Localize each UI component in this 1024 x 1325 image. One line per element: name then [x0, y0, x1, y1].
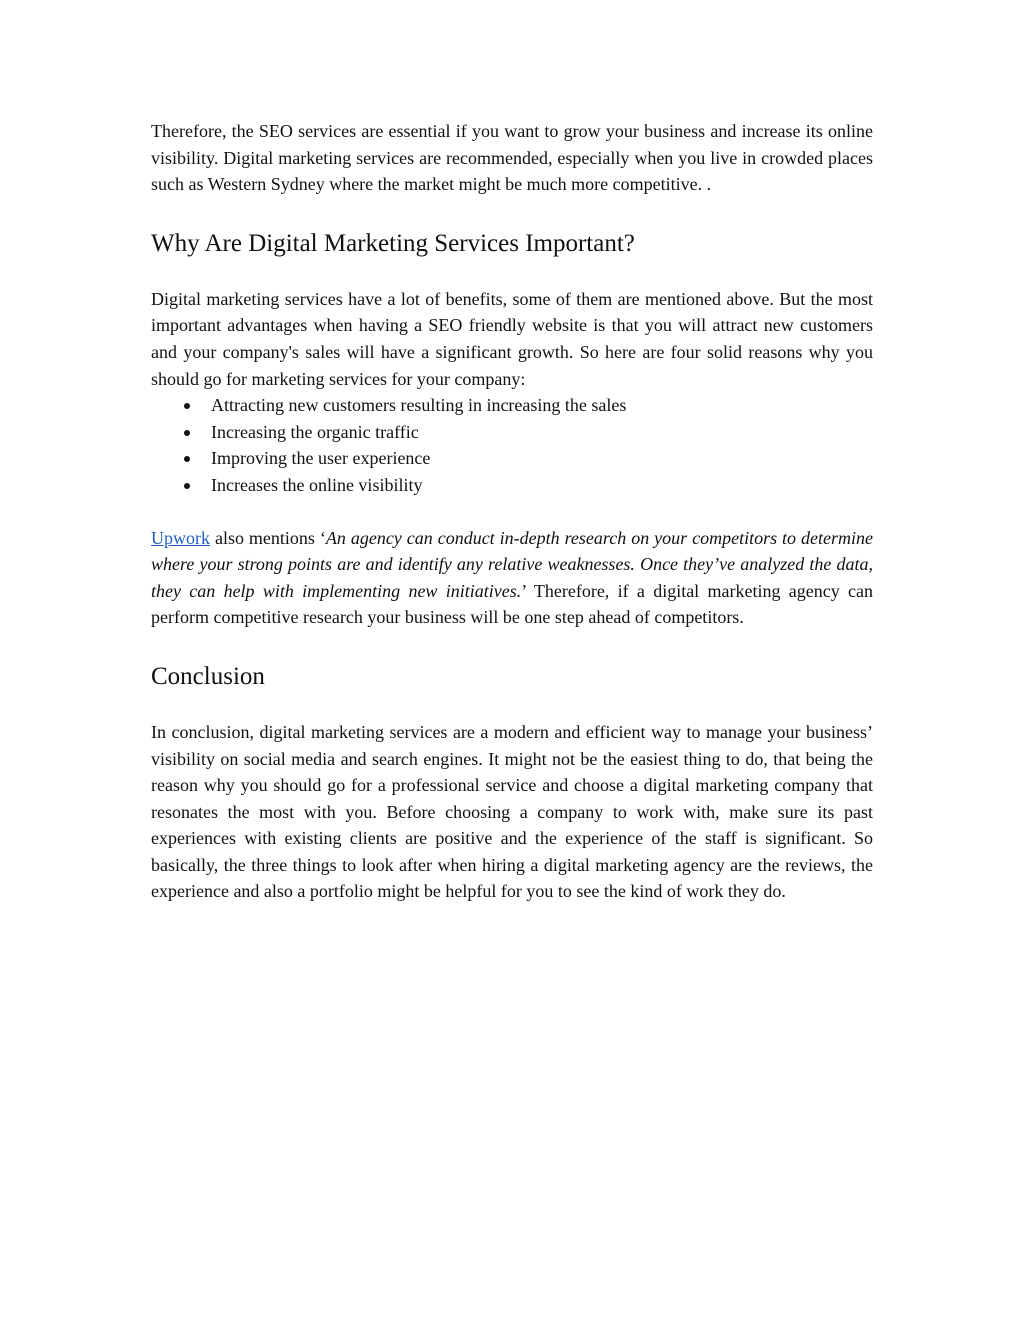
upwork-lead-in: also mentions ‘ — [210, 527, 326, 548]
list-item — [151, 392, 873, 419]
list-item — [151, 445, 873, 472]
why-paragraph: Digital marketing services have a lot of benefits, some of them are mentioned above. But the most important advantages when having a SEO friendly website is that you will attract new customers and your company's sales will have a significant growth. So here are four solid reasons why you should go for marketing services for your company: — [151, 288, 873, 389]
list-item — [151, 472, 873, 499]
upwork-quote: An agency can conduct in-depth research on your competitors to determine where your strong points are and identify any relative weaknesses. Once they’ve analyzed the data, they can help with implementing new initiatives. — [151, 527, 873, 601]
upwork-tail: ’ Therefore, if a digital marketing agency can perform competitive research your business will be one step ahead of competitors. — [151, 580, 873, 628]
bullet-icon — [184, 456, 190, 462]
reasons-list — [151, 392, 873, 498]
list-item — [151, 419, 873, 446]
upwork-link[interactable]: Upwork — [151, 527, 210, 548]
bullet-icon — [184, 483, 190, 489]
intro-paragraph: Therefore, the SEO services are essential if you want to grow your business and increase its online visibility. Digital marketing services are recommended, especially when you live in crowded places such as Western Sydney where the market might be much more competitive. . — [151, 121, 873, 195]
conclusion-paragraph: In conclusion, digital marketing services are a modern and efficient way to manage your business’ visibility on social media and search engines. It might not be the easiest thing to do, that being the reason why you should go for a professional service and choose a digital marketing company that resonates the most with you. Before choosing a company to work with, make sure its past experiences with existing clients are positive and the experience of the staff is significant. So basically, the three things to look after when hiring a digital marketing agency are the reviews, the experience and also a portfolio might be helpful for you to see the kind of work they do. — [151, 721, 873, 902]
list-item-text: Attracting new customers resulting in increasing the sales — [211, 395, 627, 416]
list-item-text: Improving the user experience — [211, 448, 431, 469]
conclusion-heading: Conclusion — [151, 662, 265, 690]
upwork-paragraph — [151, 525, 873, 631]
why-heading: Why Are Digital Marketing Services Important? — [151, 229, 635, 257]
bullet-icon — [184, 430, 190, 436]
list-item-text: Increases the online visibility — [211, 474, 423, 495]
list-item-text: Increasing the organic traffic — [211, 421, 419, 442]
bullet-icon — [184, 403, 190, 409]
document-page — [151, 118, 873, 905]
